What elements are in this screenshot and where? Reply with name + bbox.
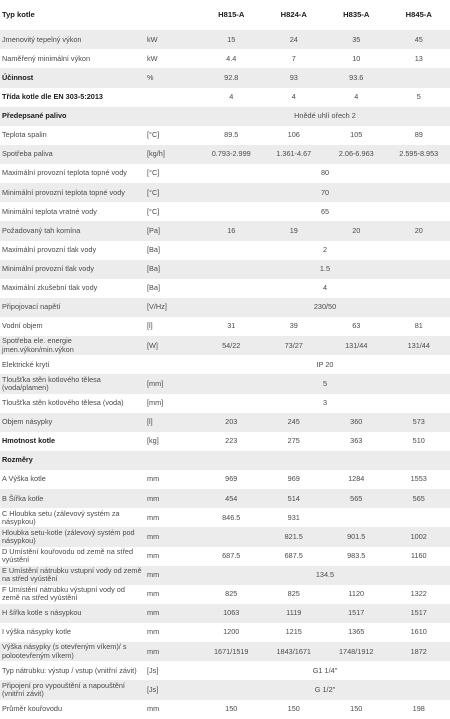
row-label: Jmenovitý tepelný výkon <box>0 30 145 49</box>
row-value: 514 <box>263 489 326 508</box>
table-row <box>0 145 450 164</box>
table-row <box>0 585 450 604</box>
row-value: 106 <box>287 130 300 140</box>
row-unit: % <box>145 68 200 87</box>
table-row <box>0 49 450 68</box>
row-value: 93.6 <box>325 68 388 87</box>
table-row <box>0 451 450 470</box>
row-unit: [Pa] <box>145 221 200 240</box>
row-unit: [°C] <box>145 183 200 202</box>
row-label: Spotřeba paliva <box>0 145 145 164</box>
row-label: Maximální zkušební tlak vody <box>2 283 98 293</box>
row-label: Připojení pro vypouštění a napouštění (vnitřní závit) <box>0 680 145 699</box>
row-label: Minimální teplota vratné vody <box>2 206 97 216</box>
row-value: 510 <box>412 436 425 446</box>
row-value: 245 <box>263 413 326 432</box>
row-value: 150 <box>350 703 363 713</box>
table-row <box>0 317 450 336</box>
table-row <box>0 221 450 240</box>
row-value: 901.5 <box>325 527 388 546</box>
row-value: 687.5 <box>284 550 303 560</box>
row-value: 1872 <box>388 642 450 661</box>
row-unit: kW <box>145 30 200 49</box>
row-unit: mm <box>145 642 200 661</box>
header-model-h845: H845-A <box>405 9 432 19</box>
row-value <box>388 508 450 527</box>
row-unit: mm <box>145 489 200 508</box>
row-value: 93 <box>263 68 326 87</box>
table-row <box>0 298 450 317</box>
row-span-value: 65 <box>320 206 330 216</box>
row-value: 92.8 <box>200 68 263 87</box>
row-value: 4 <box>354 91 359 101</box>
row-value: 825 <box>287 589 300 599</box>
row-value: 131/44 <box>325 336 388 355</box>
row-label: Teplota spalin <box>2 130 47 140</box>
table-row <box>0 30 450 49</box>
row-value: 203 <box>200 413 263 432</box>
row-value: 969 <box>225 474 238 484</box>
row-value: 89 <box>414 130 423 140</box>
row-unit <box>145 355 200 374</box>
row-value: 45 <box>388 30 450 49</box>
row-value: 1284 <box>348 474 365 484</box>
row-value: 5 <box>416 91 421 101</box>
table-row <box>0 604 450 623</box>
row-value: 1119 <box>263 604 326 623</box>
row-value: 1365 <box>348 627 365 637</box>
row-label: Rozměry <box>0 451 145 470</box>
row-label: Minimální provozní teplota topné vody <box>0 183 145 202</box>
row-value: 198 <box>412 703 425 713</box>
row-label: Hmotnost kotle <box>2 436 56 446</box>
row-span-value: 70 <box>200 183 450 202</box>
row-value: 4 <box>291 91 296 101</box>
row-unit: [°C] <box>147 206 160 216</box>
table-row <box>0 642 450 661</box>
row-value: 846.5 <box>222 512 241 522</box>
row-value <box>388 68 450 87</box>
table-row <box>0 241 450 260</box>
row-span-value: G1 1/4" <box>312 665 338 675</box>
table-row <box>0 547 450 566</box>
row-value: 454 <box>200 489 263 508</box>
row-value: 565 <box>388 489 450 508</box>
row-value: 363 <box>350 436 363 446</box>
row-span-value: 3 <box>322 397 328 407</box>
row-value <box>200 527 263 546</box>
row-value: 73/27 <box>263 336 326 355</box>
row-unit: [kg] <box>147 436 159 446</box>
row-label: E Umístění nátrubku vstupní vody od země na střed vyústění <box>0 566 145 585</box>
row-value: 931 <box>287 512 300 522</box>
row-unit: mm <box>145 527 200 546</box>
header-model-h824: H824-A <box>280 9 307 19</box>
row-value: 969 <box>287 474 300 484</box>
row-value: 1200 <box>223 627 240 637</box>
row-value: 1120 <box>348 589 365 599</box>
row-label: H šířka kotle s násypkou <box>0 604 145 623</box>
row-unit: [l] <box>145 413 200 432</box>
row-value: 1215 <box>285 627 302 637</box>
row-label: I výška násypky kotle <box>2 627 71 637</box>
row-value: 150 <box>287 703 300 713</box>
row-span-value: IP 20 <box>316 359 334 369</box>
row-value: 16 <box>200 221 263 240</box>
row-unit: [°C] <box>147 130 160 140</box>
row-unit: [°C] <box>147 168 160 178</box>
row-value: 565 <box>325 489 388 508</box>
table-row <box>0 88 450 107</box>
table-row <box>0 566 450 585</box>
row-span-value: 2 <box>322 244 328 254</box>
row-value: 223 <box>225 436 238 446</box>
table-row <box>0 508 450 527</box>
table-row <box>0 432 450 451</box>
row-label: F Umístění nátrubku výstupní vody od země na střed vyústění <box>2 585 125 603</box>
row-value: 4.4 <box>226 53 237 63</box>
row-span-value: 230/50 <box>200 298 450 317</box>
row-value: 54/22 <box>200 336 263 355</box>
row-label: Třída kotle dle EN 303-5:2013 <box>2 91 103 101</box>
table-row <box>0 680 450 699</box>
table-row <box>0 164 450 183</box>
row-label: C Hloubka setu (zálevový systém za násypkou) <box>2 508 120 526</box>
row-value: 275 <box>287 436 300 446</box>
table-row <box>0 470 450 489</box>
row-unit: [Ba] <box>147 244 160 254</box>
row-label: Spotřeba ele. energie jmen.výkon/min.výkon <box>0 336 145 355</box>
row-span-value: 4 <box>322 283 328 293</box>
row-unit: [Js] <box>145 680 200 699</box>
row-value: 150 <box>225 703 238 713</box>
row-unit <box>145 451 200 470</box>
row-value: 63 <box>352 321 361 331</box>
row-value: 573 <box>388 413 450 432</box>
row-label: Naměřený minimální výkon <box>2 53 90 63</box>
row-label: Tloušťka stěn kotlového tělesa (voda/plamen) <box>0 374 145 393</box>
row-label: Minimální provozní tlak vody <box>0 260 145 279</box>
table-row <box>0 279 450 298</box>
row-value: 1063 <box>200 604 263 623</box>
row-label: Objem násypky <box>0 413 145 432</box>
row-span-value: Hnědé uhlí ořech 2 <box>200 107 450 126</box>
row-value: 1610 <box>410 627 427 637</box>
row-value: 20 <box>388 221 450 240</box>
header-row <box>0 0 450 30</box>
table-row <box>0 527 450 546</box>
row-value: 687.5 <box>222 550 241 560</box>
row-value <box>325 508 388 527</box>
row-value: 825 <box>225 589 238 599</box>
table-row <box>0 489 450 508</box>
row-label: Elektrické krytí <box>2 359 50 369</box>
row-value: 1671/1519 <box>200 642 263 661</box>
row-label: Vodní objem <box>2 321 43 331</box>
row-unit: mm <box>147 627 160 637</box>
row-unit: [Ba] <box>147 283 160 293</box>
table-row <box>0 68 450 87</box>
row-span-value: G 1/2" <box>200 680 450 699</box>
row-unit: mm <box>147 703 160 713</box>
table-row <box>0 183 450 202</box>
row-value: 1748/1912 <box>325 642 388 661</box>
row-unit: [mm] <box>145 374 200 393</box>
row-label: Předepsané palivo <box>0 107 145 126</box>
row-label: D Umístění kouřovodu od země na střed vyústění <box>2 546 134 565</box>
row-value: 19 <box>263 221 326 240</box>
row-label: A Výška kotle <box>2 474 46 484</box>
row-unit: mm <box>147 512 160 522</box>
row-label: Typ nátrubku: výstup / vstup (vnitřní závit) <box>2 665 137 675</box>
row-value: 81 <box>414 321 423 331</box>
row-value: 1517 <box>325 604 388 623</box>
row-unit: [Ba] <box>145 260 200 279</box>
row-unit: mm <box>145 566 200 585</box>
row-unit: [mm] <box>147 397 164 407</box>
row-value: 20 <box>325 221 388 240</box>
row-value: 1322 <box>410 589 427 599</box>
row-label: Účinnost <box>0 68 145 87</box>
row-unit: [kg/h] <box>145 145 200 164</box>
row-value: 0.793-2.999 <box>200 145 263 164</box>
table-row <box>0 623 450 642</box>
row-value: 1553 <box>410 474 427 484</box>
row-label: Maximální provozní tlak vody <box>2 244 97 254</box>
row-span-value: 80 <box>320 168 330 178</box>
row-value: 105 <box>350 130 363 140</box>
row-value: 4 <box>229 91 234 101</box>
row-unit: [V/Hz] <box>145 298 200 317</box>
row-value: 2.595-8.953 <box>388 145 450 164</box>
header-unit-cell <box>145 0 200 30</box>
row-unit: kW <box>147 53 158 63</box>
table-row <box>0 107 450 126</box>
row-unit: mm <box>147 589 160 599</box>
row-label: Maximální provozní teplota topné vody <box>2 168 127 178</box>
row-value: 1.361-4.67 <box>263 145 326 164</box>
row-value: 983.5 <box>347 550 366 560</box>
row-value: 1517 <box>388 604 450 623</box>
row-span-value: 5 <box>200 374 450 393</box>
row-label: Průměr kouřovodu <box>2 703 63 713</box>
header-model-h835: H835-A <box>343 9 370 19</box>
table-row <box>0 260 450 279</box>
row-unit: mm <box>147 550 160 560</box>
row-unit <box>145 107 200 126</box>
table-row <box>0 413 450 432</box>
table-row <box>0 126 450 145</box>
row-value: 1002 <box>388 527 450 546</box>
table-row <box>0 700 450 719</box>
row-value: 7 <box>291 53 296 63</box>
row-value: 2.06-6.963 <box>325 145 388 164</box>
row-label: Tloušťka stěn kotlového tělesa (voda) <box>2 397 124 407</box>
row-label: Připojovací napětí <box>0 298 145 317</box>
row-unit: [l] <box>147 321 153 331</box>
row-value: 360 <box>325 413 388 432</box>
header-type-cell: Typ kotle <box>2 9 35 19</box>
row-span-value: 1.5 <box>200 260 450 279</box>
row-value: 821.5 <box>263 527 326 546</box>
row-span-value: 134.5 <box>200 566 450 585</box>
table-row <box>0 394 450 413</box>
row-value: 15 <box>200 30 263 49</box>
row-value: 131/44 <box>388 336 450 355</box>
row-empty <box>200 451 450 470</box>
table-row <box>0 374 450 393</box>
row-value: 24 <box>263 30 326 49</box>
row-value: 1843/1671 <box>263 642 326 661</box>
table-row <box>0 202 450 221</box>
row-value: 31 <box>227 321 236 331</box>
row-unit: mm <box>147 474 160 484</box>
table-row <box>0 355 450 374</box>
row-label: B Šířka kotle <box>0 489 145 508</box>
row-unit <box>145 88 200 107</box>
row-label: Požadovaný tah komína <box>0 221 145 240</box>
table-row <box>0 336 450 355</box>
row-value: 89.5 <box>224 130 239 140</box>
row-label: Výška násypky (s otevřeným víkem)/ s polootevřeným víkem) <box>0 642 145 661</box>
row-unit: [W] <box>145 336 200 355</box>
header-model-h815: H815-A <box>218 9 245 19</box>
table-row <box>0 661 450 680</box>
row-label: Hloubka setu-kotle (zálevový systém pod násypkou) <box>0 527 145 546</box>
row-unit: [Js] <box>147 665 159 675</box>
row-value: 13 <box>414 53 423 63</box>
row-value: 35 <box>325 30 388 49</box>
row-unit: mm <box>145 604 200 623</box>
row-value: 10 <box>352 53 361 63</box>
row-value: 39 <box>289 321 298 331</box>
row-value: 1160 <box>410 550 427 560</box>
